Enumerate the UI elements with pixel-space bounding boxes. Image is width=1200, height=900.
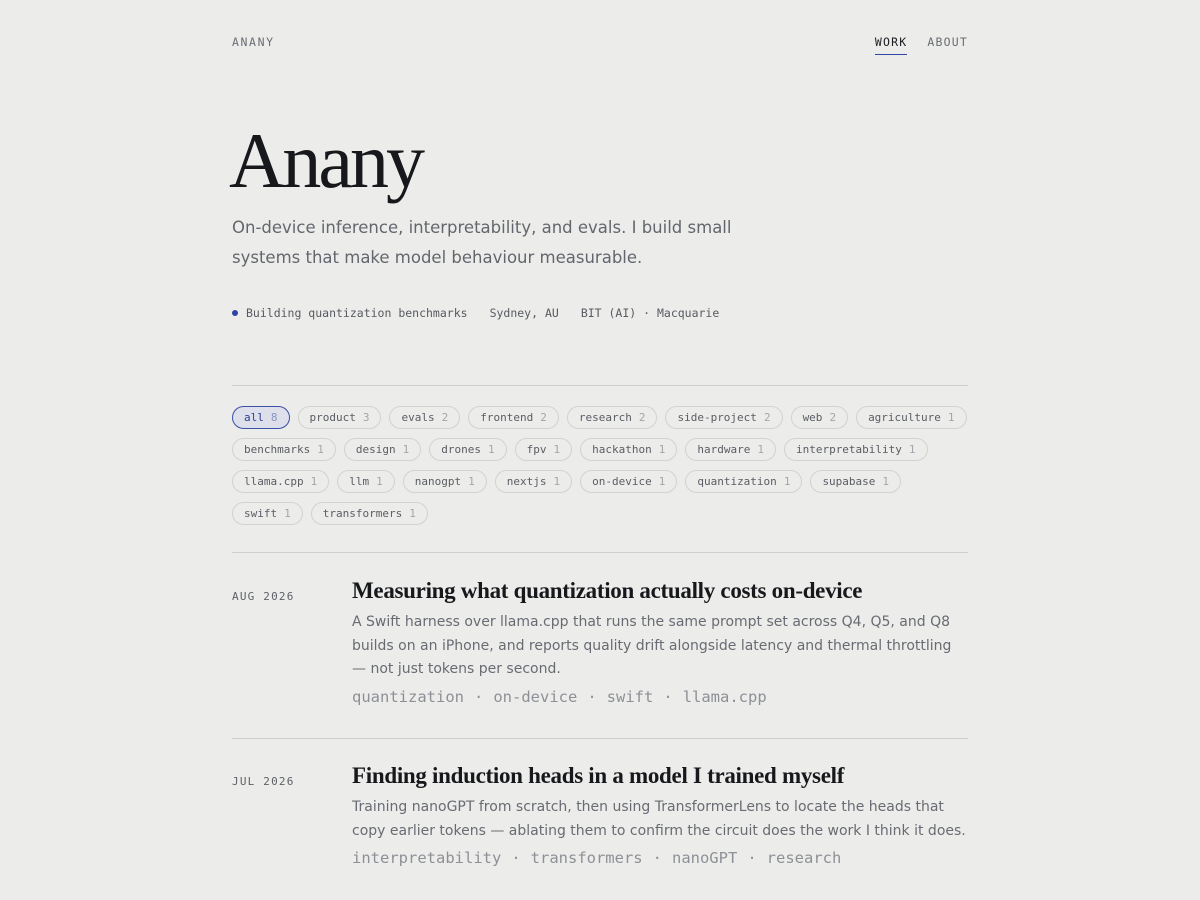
post-summary: Training nanoGPT from scratch, then using TransformerLens to locate the heads that copy earlier tokens — ablating them to confirm the circuit does the work I think it does. xyxy=(352,799,966,839)
post-body xyxy=(352,578,968,706)
filter-chip-llama-cpp[interactable] xyxy=(232,470,329,493)
filter-chip-label: product xyxy=(309,411,356,424)
filter-chip-label: all xyxy=(244,411,264,424)
filter-chip-count: 1 xyxy=(310,475,318,488)
filter-chip-drones[interactable] xyxy=(429,438,506,461)
filter-chip-interpretability[interactable] xyxy=(784,438,928,461)
filter-chip-count: 1 xyxy=(284,507,291,520)
hero-tagline: On-device inference, interpretability, and evals. I build small systems that make model behaviour measurable. xyxy=(232,218,732,267)
filter-chip-label: drones xyxy=(441,443,481,456)
post-title[interactable]: Measuring what quantization actually costs on-device xyxy=(352,578,863,603)
post-tag[interactable]: quantization xyxy=(352,687,464,706)
filter-chip-count: 1 xyxy=(882,475,890,488)
filter-chip-llm[interactable] xyxy=(337,470,395,493)
filter-chip-count: 2 xyxy=(638,411,646,424)
filter-chip-count: 1 xyxy=(553,475,561,488)
filter-chip-count: 1 xyxy=(658,443,666,456)
filter-chip-label: benchmarks xyxy=(244,443,311,456)
filter-chip-label: design xyxy=(355,443,396,456)
filter-chip-label: research xyxy=(578,411,632,424)
filter-chip-count: 1 xyxy=(487,443,495,456)
site-brand[interactable]: ANANY xyxy=(232,35,275,49)
post-body xyxy=(352,763,968,867)
filter-chip-label: hardware xyxy=(697,443,751,456)
filter-chip-count: 2 xyxy=(763,411,771,424)
tag-separator: · xyxy=(652,849,662,867)
tag-filters xyxy=(232,406,968,525)
post-tags xyxy=(352,688,968,706)
post-date: JUL 2026 xyxy=(232,775,295,788)
page xyxy=(229,0,968,867)
divider xyxy=(232,738,968,739)
filter-chip-count: 8 xyxy=(270,411,278,424)
filter-chip-count: 1 xyxy=(402,443,410,456)
filter-chip-label: llm xyxy=(349,475,370,488)
filter-chip-product[interactable] xyxy=(298,406,382,429)
filter-chip-supabase[interactable] xyxy=(810,470,901,493)
filter-chip-label: on-device xyxy=(592,475,652,488)
post-tag[interactable]: on-device xyxy=(493,687,578,706)
filter-chip-count: 2 xyxy=(829,411,837,424)
filter-chip-label: transformers xyxy=(322,507,403,520)
status-text: Building quantization benchmarks xyxy=(246,306,468,320)
filter-chip-count: 1 xyxy=(757,443,764,456)
filter-chip-count: 3 xyxy=(362,411,370,424)
filter-chip-label: interpretability xyxy=(795,443,902,456)
filter-chip-label: quantization xyxy=(697,475,777,488)
tag-separator: · xyxy=(473,687,484,706)
filter-chip-benchmarks[interactable] xyxy=(232,438,336,461)
tag-separator: · xyxy=(747,849,757,867)
filter-chip-count: 1 xyxy=(468,475,475,488)
main-nav xyxy=(875,35,968,55)
filter-chip-web[interactable] xyxy=(791,406,849,429)
post-tags xyxy=(352,849,968,867)
tag-separator: · xyxy=(587,687,597,706)
nav-work-link[interactable]: WORK xyxy=(875,35,908,55)
filter-chip-label: evals xyxy=(401,411,435,424)
filter-chip-label: web xyxy=(802,411,823,424)
filter-chip-evals[interactable] xyxy=(389,406,460,429)
filter-chip-side-project[interactable] xyxy=(665,406,782,429)
hero-meta xyxy=(232,306,741,320)
divider xyxy=(232,552,968,553)
filter-chip-label: side-project xyxy=(677,411,757,424)
nav-about-link[interactable]: ABOUT xyxy=(927,35,968,49)
divider xyxy=(232,385,968,386)
hero-name: Anany xyxy=(229,117,422,204)
filter-chip-agriculture[interactable] xyxy=(856,406,966,429)
filter-chip-count: 1 xyxy=(908,443,916,456)
filter-chip-label: supabase xyxy=(822,475,876,488)
post-summary: A Swift harness over llama.cpp that runs the same prompt set across Q4, Q5, and Q8 builds on an iPhone, and reports quality drift alongside latency and thermal throttling — not just tokens per second. xyxy=(352,614,952,677)
filter-chip-label: agriculture xyxy=(868,411,941,424)
status-dot-icon xyxy=(232,310,238,316)
filter-chip-swift[interactable] xyxy=(232,502,303,525)
filter-chip-count: 1 xyxy=(783,475,791,488)
filter-chip-label: fpv xyxy=(526,443,547,456)
post-tag[interactable]: llama.cpp xyxy=(682,687,767,706)
filter-chip-count: 1 xyxy=(317,443,324,456)
filter-chip-label: swift xyxy=(244,507,278,520)
filter-chip-hardware[interactable] xyxy=(685,438,776,461)
filter-chip-count: 2 xyxy=(540,411,547,424)
filter-chip-nextjs[interactable] xyxy=(495,470,572,493)
post-tag[interactable]: transformers xyxy=(530,849,643,867)
post-date: AUG 2026 xyxy=(232,590,295,603)
filter-chip-frontend[interactable] xyxy=(468,406,559,429)
post-tag[interactable]: interpretability xyxy=(352,849,502,867)
filter-chip-label: frontend xyxy=(480,411,534,424)
location-text: Sydney, AU xyxy=(489,306,559,320)
filter-chip-label: nanogpt xyxy=(414,475,462,488)
filter-chip-fpv[interactable] xyxy=(515,438,573,461)
filter-chip-research[interactable] xyxy=(567,406,658,429)
post-title[interactable]: Finding induction heads in a model I trained myself xyxy=(352,763,845,788)
filter-chip-count: 1 xyxy=(376,475,383,488)
filter-chip-transformers[interactable] xyxy=(311,502,428,525)
filter-chip-all[interactable] xyxy=(232,406,290,429)
filter-chip-quantization[interactable] xyxy=(685,470,802,493)
filter-chip-hackathon[interactable] xyxy=(580,438,677,461)
post-tag[interactable]: swift xyxy=(606,687,654,706)
filter-chip-count: 1 xyxy=(947,411,955,424)
post-tag[interactable]: research xyxy=(766,849,842,867)
filter-chip-on-device[interactable] xyxy=(580,470,677,493)
filter-chip-count: 1 xyxy=(658,475,666,488)
filter-chip-label: nextjs xyxy=(506,475,547,488)
filter-chip-count: 1 xyxy=(409,507,416,520)
filter-chip-count: 1 xyxy=(553,443,561,456)
filter-chip-label: hackathon xyxy=(592,443,652,456)
education-text: BIT (AI) · Macquarie xyxy=(580,306,720,320)
filter-chip-count: 2 xyxy=(441,411,449,424)
filter-chip-label: llama.cpp xyxy=(244,475,304,488)
top-bar xyxy=(232,0,968,60)
filter-chip-nanogpt[interactable] xyxy=(403,470,487,493)
filter-chip-design[interactable] xyxy=(344,438,421,461)
tag-separator: · xyxy=(663,687,673,706)
post-tag[interactable]: nanoGPT xyxy=(671,849,738,867)
tag-separator: · xyxy=(511,849,521,867)
